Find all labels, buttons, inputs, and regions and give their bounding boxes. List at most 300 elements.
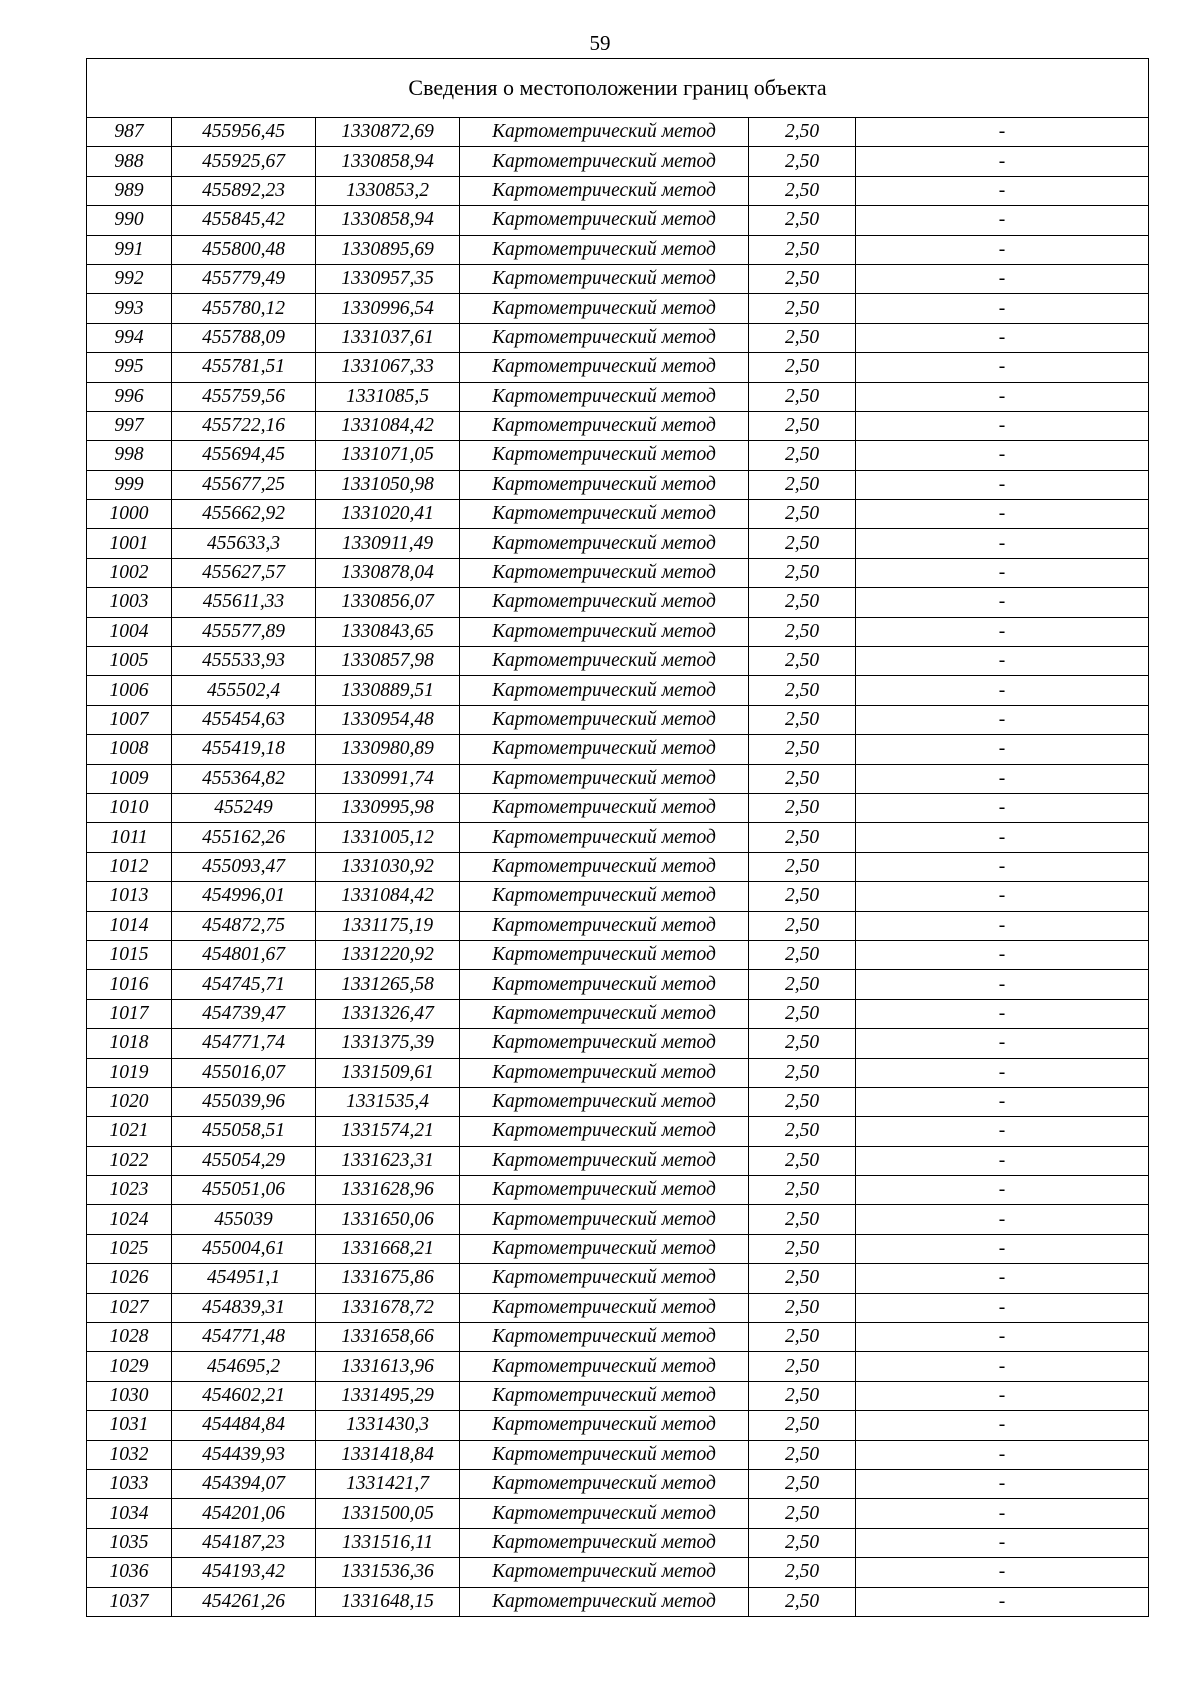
method-cell: Картометрический метод (460, 764, 749, 793)
table-row (87, 147, 1149, 176)
accuracy-cell: 2,50 (749, 1176, 856, 1205)
table-row (87, 1499, 1149, 1528)
coord-y-cell: 1331678,72 (316, 1293, 460, 1322)
method-cell: Картометрический метод (460, 1146, 749, 1175)
method-cell: Картометрический метод (460, 353, 749, 382)
table-row (87, 999, 1149, 1028)
accuracy-cell: 2,50 (749, 1058, 856, 1087)
table-row (87, 529, 1149, 558)
coord-x-cell: 454771,48 (172, 1323, 316, 1352)
coord-y-cell: 1331668,21 (316, 1234, 460, 1263)
point-number-cell: 1021 (87, 1117, 172, 1146)
table-row (87, 911, 1149, 940)
accuracy-cell: 2,50 (749, 1411, 856, 1440)
coord-y-cell: 1330957,35 (316, 264, 460, 293)
coord-x-cell: 455039 (172, 1205, 316, 1234)
description-cell: - (856, 647, 1149, 676)
table-row (87, 617, 1149, 646)
description-cell: - (856, 735, 1149, 764)
description-cell: - (856, 235, 1149, 264)
accuracy-cell: 2,50 (749, 1146, 856, 1175)
method-cell: Картометрический метод (460, 940, 749, 969)
table-row (87, 1029, 1149, 1058)
point-number-cell: 989 (87, 176, 172, 205)
description-cell: - (856, 823, 1149, 852)
table-row (87, 735, 1149, 764)
accuracy-cell: 2,50 (749, 1029, 856, 1058)
description-cell: - (856, 323, 1149, 352)
coord-y-cell: 1330878,04 (316, 558, 460, 587)
method-cell: Картометрический метод (460, 647, 749, 676)
table-row (87, 264, 1149, 293)
coord-x-cell: 455054,29 (172, 1146, 316, 1175)
description-cell: - (856, 529, 1149, 558)
coord-y-cell: 1331675,86 (316, 1264, 460, 1293)
method-cell: Картометрический метод (460, 1528, 749, 1557)
coord-y-cell: 1331418,84 (316, 1440, 460, 1469)
method-cell: Картометрический метод (460, 558, 749, 587)
method-cell: Картометрический метод (460, 676, 749, 705)
accuracy-cell: 2,50 (749, 353, 856, 382)
accuracy-cell: 2,50 (749, 911, 856, 940)
coord-x-cell: 455162,26 (172, 823, 316, 852)
coord-x-cell: 455364,82 (172, 764, 316, 793)
point-number-cell: 1016 (87, 970, 172, 999)
point-number-cell: 991 (87, 235, 172, 264)
point-number-cell: 1000 (87, 500, 172, 529)
table-row (87, 1234, 1149, 1263)
point-number-cell: 1026 (87, 1264, 172, 1293)
coord-y-cell: 1330895,69 (316, 235, 460, 264)
point-number-cell: 1009 (87, 764, 172, 793)
description-cell: - (856, 1029, 1149, 1058)
method-cell: Картометрический метод (460, 1234, 749, 1263)
description-cell: - (856, 970, 1149, 999)
description-cell: - (856, 264, 1149, 293)
coord-y-cell: 1331020,41 (316, 500, 460, 529)
coord-x-cell: 455677,25 (172, 470, 316, 499)
coord-x-cell: 455779,49 (172, 264, 316, 293)
coord-x-cell: 455051,06 (172, 1176, 316, 1205)
coord-y-cell: 1331495,29 (316, 1381, 460, 1410)
description-cell: - (856, 1528, 1149, 1557)
point-number-cell: 1019 (87, 1058, 172, 1087)
point-number-cell: 1014 (87, 911, 172, 940)
description-cell: - (856, 1558, 1149, 1587)
coord-y-cell: 1330858,94 (316, 206, 460, 235)
table-row (87, 470, 1149, 499)
accuracy-cell: 2,50 (749, 617, 856, 646)
point-number-cell: 1025 (87, 1234, 172, 1263)
point-number-cell: 1020 (87, 1087, 172, 1116)
coord-x-cell: 455925,67 (172, 147, 316, 176)
description-cell: - (856, 1058, 1149, 1087)
description-cell: - (856, 852, 1149, 881)
table-row (87, 1323, 1149, 1352)
accuracy-cell: 2,50 (749, 647, 856, 676)
table-row (87, 176, 1149, 205)
table-row (87, 1587, 1149, 1616)
accuracy-cell: 2,50 (749, 882, 856, 911)
coord-y-cell: 1330872,69 (316, 118, 460, 147)
description-cell: - (856, 1234, 1149, 1263)
description-cell: - (856, 1323, 1149, 1352)
accuracy-cell: 2,50 (749, 176, 856, 205)
description-cell: - (856, 1205, 1149, 1234)
point-number-cell: 995 (87, 353, 172, 382)
coord-x-cell: 454193,42 (172, 1558, 316, 1587)
description-cell: - (856, 705, 1149, 734)
table-row (87, 235, 1149, 264)
point-number-cell: 988 (87, 147, 172, 176)
description-cell: - (856, 940, 1149, 969)
table-row (87, 294, 1149, 323)
table-row (87, 705, 1149, 734)
method-cell: Картометрический метод (460, 911, 749, 940)
description-cell: - (856, 1117, 1149, 1146)
accuracy-cell: 2,50 (749, 676, 856, 705)
method-cell: Картометрический метод (460, 1087, 749, 1116)
coord-y-cell: 1331084,42 (316, 411, 460, 440)
method-cell: Картометрический метод (460, 1352, 749, 1381)
table-row (87, 382, 1149, 411)
table-row (87, 1558, 1149, 1587)
coord-x-cell: 454201,06 (172, 1499, 316, 1528)
accuracy-cell: 2,50 (749, 1264, 856, 1293)
point-number-cell: 992 (87, 264, 172, 293)
table-row (87, 1205, 1149, 1234)
coord-x-cell: 454394,07 (172, 1469, 316, 1498)
coord-x-cell: 454801,67 (172, 940, 316, 969)
coord-y-cell: 1331536,36 (316, 1558, 460, 1587)
point-number-cell: 1022 (87, 1146, 172, 1175)
coord-x-cell: 455780,12 (172, 294, 316, 323)
table-row (87, 1117, 1149, 1146)
coord-x-cell: 455502,4 (172, 676, 316, 705)
accuracy-cell: 2,50 (749, 705, 856, 734)
accuracy-cell: 2,50 (749, 1469, 856, 1498)
coord-x-cell: 454602,21 (172, 1381, 316, 1410)
coord-y-cell: 1331500,05 (316, 1499, 460, 1528)
coord-y-cell: 1330853,2 (316, 176, 460, 205)
accuracy-cell: 2,50 (749, 235, 856, 264)
coord-x-cell: 455694,45 (172, 441, 316, 470)
table-row (87, 118, 1149, 147)
point-number-cell: 1033 (87, 1469, 172, 1498)
coord-x-cell: 455039,96 (172, 1087, 316, 1116)
point-number-cell: 997 (87, 411, 172, 440)
description-cell: - (856, 1293, 1149, 1322)
description-cell: - (856, 764, 1149, 793)
method-cell: Картометрический метод (460, 1205, 749, 1234)
coord-y-cell: 1330954,48 (316, 705, 460, 734)
table-row (87, 1411, 1149, 1440)
method-cell: Картометрический метод (460, 323, 749, 352)
coord-y-cell: 1331084,42 (316, 882, 460, 911)
accuracy-cell: 2,50 (749, 441, 856, 470)
accuracy-cell: 2,50 (749, 793, 856, 822)
method-cell: Картометрический метод (460, 823, 749, 852)
point-number-cell: 1037 (87, 1587, 172, 1616)
point-number-cell: 1023 (87, 1176, 172, 1205)
description-cell: - (856, 911, 1149, 940)
method-cell: Картометрический метод (460, 1411, 749, 1440)
point-number-cell: 1012 (87, 852, 172, 881)
point-number-cell: 1002 (87, 558, 172, 587)
coord-y-cell: 1330980,89 (316, 735, 460, 764)
accuracy-cell: 2,50 (749, 1323, 856, 1352)
method-cell: Картометрический метод (460, 235, 749, 264)
coord-y-cell: 1331658,66 (316, 1323, 460, 1352)
coord-x-cell: 455788,09 (172, 323, 316, 352)
point-number-cell: 1035 (87, 1528, 172, 1557)
coord-y-cell: 1330858,94 (316, 147, 460, 176)
method-cell: Картометрический метод (460, 1558, 749, 1587)
description-cell: - (856, 588, 1149, 617)
description-cell: - (856, 353, 1149, 382)
coord-x-cell: 455058,51 (172, 1117, 316, 1146)
point-number-cell: 1032 (87, 1440, 172, 1469)
description-cell: - (856, 1352, 1149, 1381)
coord-x-cell: 455533,93 (172, 647, 316, 676)
accuracy-cell: 2,50 (749, 1499, 856, 1528)
table-row (87, 558, 1149, 587)
coord-x-cell: 455419,18 (172, 735, 316, 764)
table-row (87, 793, 1149, 822)
method-cell: Картометрический метод (460, 1469, 749, 1498)
coord-y-cell: 1331574,21 (316, 1117, 460, 1146)
accuracy-cell: 2,50 (749, 1381, 856, 1410)
coord-y-cell: 1331613,96 (316, 1352, 460, 1381)
point-number-cell: 1008 (87, 735, 172, 764)
coord-x-cell: 454261,26 (172, 1587, 316, 1616)
method-cell: Картометрический метод (460, 1176, 749, 1205)
table-row (87, 764, 1149, 793)
coord-y-cell: 1331265,58 (316, 970, 460, 999)
coord-x-cell: 455800,48 (172, 235, 316, 264)
table-row (87, 676, 1149, 705)
accuracy-cell: 2,50 (749, 999, 856, 1028)
point-number-cell: 1013 (87, 882, 172, 911)
description-cell: - (856, 470, 1149, 499)
coord-y-cell: 1331509,61 (316, 1058, 460, 1087)
method-cell: Картометрический метод (460, 294, 749, 323)
table-row (87, 852, 1149, 881)
table-row (87, 500, 1149, 529)
method-cell: Картометрический метод (460, 1293, 749, 1322)
accuracy-cell: 2,50 (749, 411, 856, 440)
accuracy-cell: 2,50 (749, 1352, 856, 1381)
point-number-cell: 999 (87, 470, 172, 499)
accuracy-cell: 2,50 (749, 294, 856, 323)
description-cell: - (856, 118, 1149, 147)
coord-y-cell: 1330856,07 (316, 588, 460, 617)
coord-x-cell: 455611,33 (172, 588, 316, 617)
page-number: 59 (589, 31, 611, 55)
coord-x-cell: 454745,71 (172, 970, 316, 999)
point-number-cell: 987 (87, 118, 172, 147)
method-cell: Картометрический метод (460, 470, 749, 499)
coord-y-cell: 1331037,61 (316, 323, 460, 352)
description-cell: - (856, 176, 1149, 205)
table-row (87, 588, 1149, 617)
coord-y-cell: 1331030,92 (316, 852, 460, 881)
table-row (87, 940, 1149, 969)
point-number-cell: 1030 (87, 1381, 172, 1410)
coord-y-cell: 1331516,11 (316, 1528, 460, 1557)
point-number-cell: 1029 (87, 1352, 172, 1381)
table-row (87, 323, 1149, 352)
coord-y-cell: 1331220,92 (316, 940, 460, 969)
accuracy-cell: 2,50 (749, 940, 856, 969)
point-number-cell: 1036 (87, 1558, 172, 1587)
method-cell: Картометрический метод (460, 529, 749, 558)
method-cell: Картометрический метод (460, 1264, 749, 1293)
accuracy-cell: 2,50 (749, 147, 856, 176)
coord-y-cell: 1330843,65 (316, 617, 460, 646)
method-cell: Картометрический метод (460, 1440, 749, 1469)
description-cell: - (856, 294, 1149, 323)
point-number-cell: 1017 (87, 999, 172, 1028)
coord-y-cell: 1330889,51 (316, 676, 460, 705)
description-cell: - (856, 793, 1149, 822)
method-cell: Картометрический метод (460, 1029, 749, 1058)
method-cell: Картометрический метод (460, 735, 749, 764)
coord-x-cell: 454439,93 (172, 1440, 316, 1469)
accuracy-cell: 2,50 (749, 588, 856, 617)
method-cell: Картометрический метод (460, 1587, 749, 1616)
point-number-cell: 1003 (87, 588, 172, 617)
point-number-cell: 990 (87, 206, 172, 235)
coord-y-cell: 1331623,31 (316, 1146, 460, 1175)
method-cell: Картометрический метод (460, 999, 749, 1028)
coord-x-cell: 455249 (172, 793, 316, 822)
method-cell: Картометрический метод (460, 1381, 749, 1410)
point-number-cell: 998 (87, 441, 172, 470)
table-row (87, 1528, 1149, 1557)
table-row (87, 1440, 1149, 1469)
description-cell: - (856, 1411, 1149, 1440)
point-number-cell: 1024 (87, 1205, 172, 1234)
table-row (87, 411, 1149, 440)
coord-y-cell: 1331430,3 (316, 1411, 460, 1440)
table-title-row (87, 59, 1149, 118)
coord-x-cell: 455662,92 (172, 500, 316, 529)
method-cell: Картометрический метод (460, 588, 749, 617)
accuracy-cell: 2,50 (749, 1234, 856, 1263)
method-cell: Картометрический метод (460, 1323, 749, 1352)
coord-x-cell: 455454,63 (172, 705, 316, 734)
point-number-cell: 1007 (87, 705, 172, 734)
coord-y-cell: 1331067,33 (316, 353, 460, 382)
table-row (87, 1264, 1149, 1293)
table-row (87, 353, 1149, 382)
point-number-cell: 1028 (87, 1323, 172, 1352)
method-cell: Картометрический метод (460, 382, 749, 411)
accuracy-cell: 2,50 (749, 1440, 856, 1469)
coord-y-cell: 1331650,06 (316, 1205, 460, 1234)
coord-y-cell: 1331326,47 (316, 999, 460, 1028)
description-cell: - (856, 147, 1149, 176)
coord-y-cell: 1331535,4 (316, 1087, 460, 1116)
coord-y-cell: 1331050,98 (316, 470, 460, 499)
method-cell: Картометрический метод (460, 970, 749, 999)
coord-y-cell: 1331375,39 (316, 1029, 460, 1058)
method-cell: Картометрический метод (460, 1117, 749, 1146)
accuracy-cell: 2,50 (749, 735, 856, 764)
table-row (87, 970, 1149, 999)
coord-y-cell: 1331421,7 (316, 1469, 460, 1498)
coord-x-cell: 455781,51 (172, 353, 316, 382)
point-number-cell: 1034 (87, 1499, 172, 1528)
coord-y-cell: 1331175,19 (316, 911, 460, 940)
method-cell: Картометрический метод (460, 206, 749, 235)
point-number-cell: 1006 (87, 676, 172, 705)
description-cell: - (856, 999, 1149, 1028)
coord-y-cell: 1330857,98 (316, 647, 460, 676)
accuracy-cell: 2,50 (749, 500, 856, 529)
coord-x-cell: 455093,47 (172, 852, 316, 881)
coord-x-cell: 454695,2 (172, 1352, 316, 1381)
coord-y-cell: 1331005,12 (316, 823, 460, 852)
table-row (87, 823, 1149, 852)
accuracy-cell: 2,50 (749, 1528, 856, 1557)
method-cell: Картометрический метод (460, 705, 749, 734)
coord-x-cell: 455577,89 (172, 617, 316, 646)
description-cell: - (856, 1440, 1149, 1469)
description-cell: - (856, 206, 1149, 235)
coord-y-cell: 1331628,96 (316, 1176, 460, 1205)
coord-x-cell: 454839,31 (172, 1293, 316, 1322)
coord-x-cell: 455759,56 (172, 382, 316, 411)
point-number-cell: 994 (87, 323, 172, 352)
point-number-cell: 1011 (87, 823, 172, 852)
accuracy-cell: 2,50 (749, 529, 856, 558)
table-body (87, 59, 1149, 1617)
accuracy-cell: 2,50 (749, 264, 856, 293)
point-number-cell: 1010 (87, 793, 172, 822)
method-cell: Картометрический метод (460, 264, 749, 293)
point-number-cell: 1004 (87, 617, 172, 646)
accuracy-cell: 2,50 (749, 382, 856, 411)
method-cell: Картометрический метод (460, 176, 749, 205)
description-cell: - (856, 1499, 1149, 1528)
accuracy-cell: 2,50 (749, 852, 856, 881)
method-cell: Картометрический метод (460, 882, 749, 911)
description-cell: - (856, 1264, 1149, 1293)
coord-x-cell: 454739,47 (172, 999, 316, 1028)
point-number-cell: 1027 (87, 1293, 172, 1322)
coord-x-cell: 454951,1 (172, 1264, 316, 1293)
coord-x-cell: 454996,01 (172, 882, 316, 911)
method-cell: Картометрический метод (460, 441, 749, 470)
method-cell: Картометрический метод (460, 1058, 749, 1087)
point-number-cell: 1015 (87, 940, 172, 969)
description-cell: - (856, 1176, 1149, 1205)
coord-x-cell: 455722,16 (172, 411, 316, 440)
accuracy-cell: 2,50 (749, 823, 856, 852)
accuracy-cell: 2,50 (749, 323, 856, 352)
coord-x-cell: 454484,84 (172, 1411, 316, 1440)
accuracy-cell: 2,50 (749, 1587, 856, 1616)
description-cell: - (856, 558, 1149, 587)
table-row (87, 441, 1149, 470)
coord-y-cell: 1330996,54 (316, 294, 460, 323)
point-number-cell: 993 (87, 294, 172, 323)
coord-x-cell: 455016,07 (172, 1058, 316, 1087)
accuracy-cell: 2,50 (749, 1558, 856, 1587)
table-row (87, 1293, 1149, 1322)
